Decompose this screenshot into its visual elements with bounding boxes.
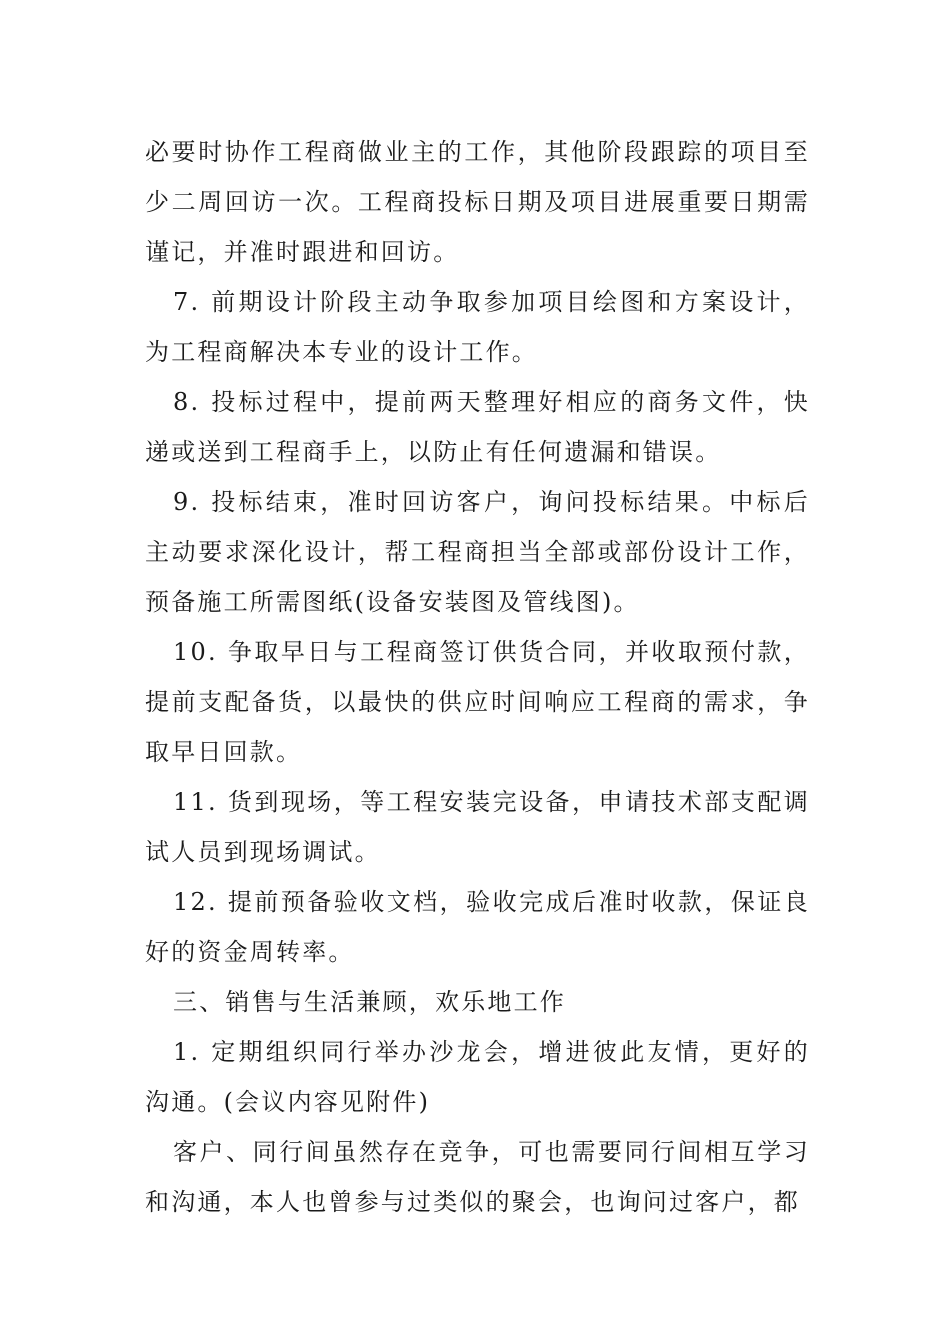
paragraph-item-11: 11. 货到现场，等工程安装完设备，申请技术部支配调试人员到现场调试。 bbox=[145, 788, 810, 866]
paragraph-item-10: 10. 争取早日与工程商签订供货合同，并收取预付款，提前支配备货，以最快的供应时间响应工程商的需求，争取早日回款。 bbox=[145, 638, 810, 766]
paragraph-item-8: 8. 投标过程中，提前两天整理好相应的商务文件，快递或送到工程商手上，以防止有任何遗漏和错误。 bbox=[145, 388, 810, 466]
document-page bbox=[145, 127, 810, 1227]
paragraph-item-7: 7. 前期设计阶段主动争取参加项目绘图和方案设计，为工程商解决本专业的设计工作。 bbox=[145, 288, 810, 366]
paragraph-item-12: 12. 提前预备验收文档，验收完成后准时收款，保证良好的资金周转率。 bbox=[145, 888, 810, 966]
paragraph-item-9: 9. 投标结束，准时回访客户，询问投标结果。中标后主动要求深化设计，帮工程商担当全部或部份设计工作，预备施工所需图纸(设备安装图及管线图)。 bbox=[145, 488, 810, 616]
section-heading-3: 三、销售与生活兼顾，欢乐地工作 bbox=[173, 988, 566, 1016]
paragraph-section3-item-1: 1. 定期组织同行举办沙龙会，增进彼此友情，更好的沟通。(会议内容见附件) bbox=[145, 1038, 810, 1116]
paragraph-continuation: 必要时协作工程商做业主的工作，其他阶段跟踪的项目至少二周回访一次。工程商投标日期及项目进展重要日期需谨记，并准时跟进和回访。 bbox=[145, 138, 810, 266]
paragraph-section3-body: 客户、同行间虽然存在竞争，可也需要同行间相互学习和沟通，本人也曾参与过类似的聚会，也询问过客户，都 bbox=[145, 1138, 810, 1216]
